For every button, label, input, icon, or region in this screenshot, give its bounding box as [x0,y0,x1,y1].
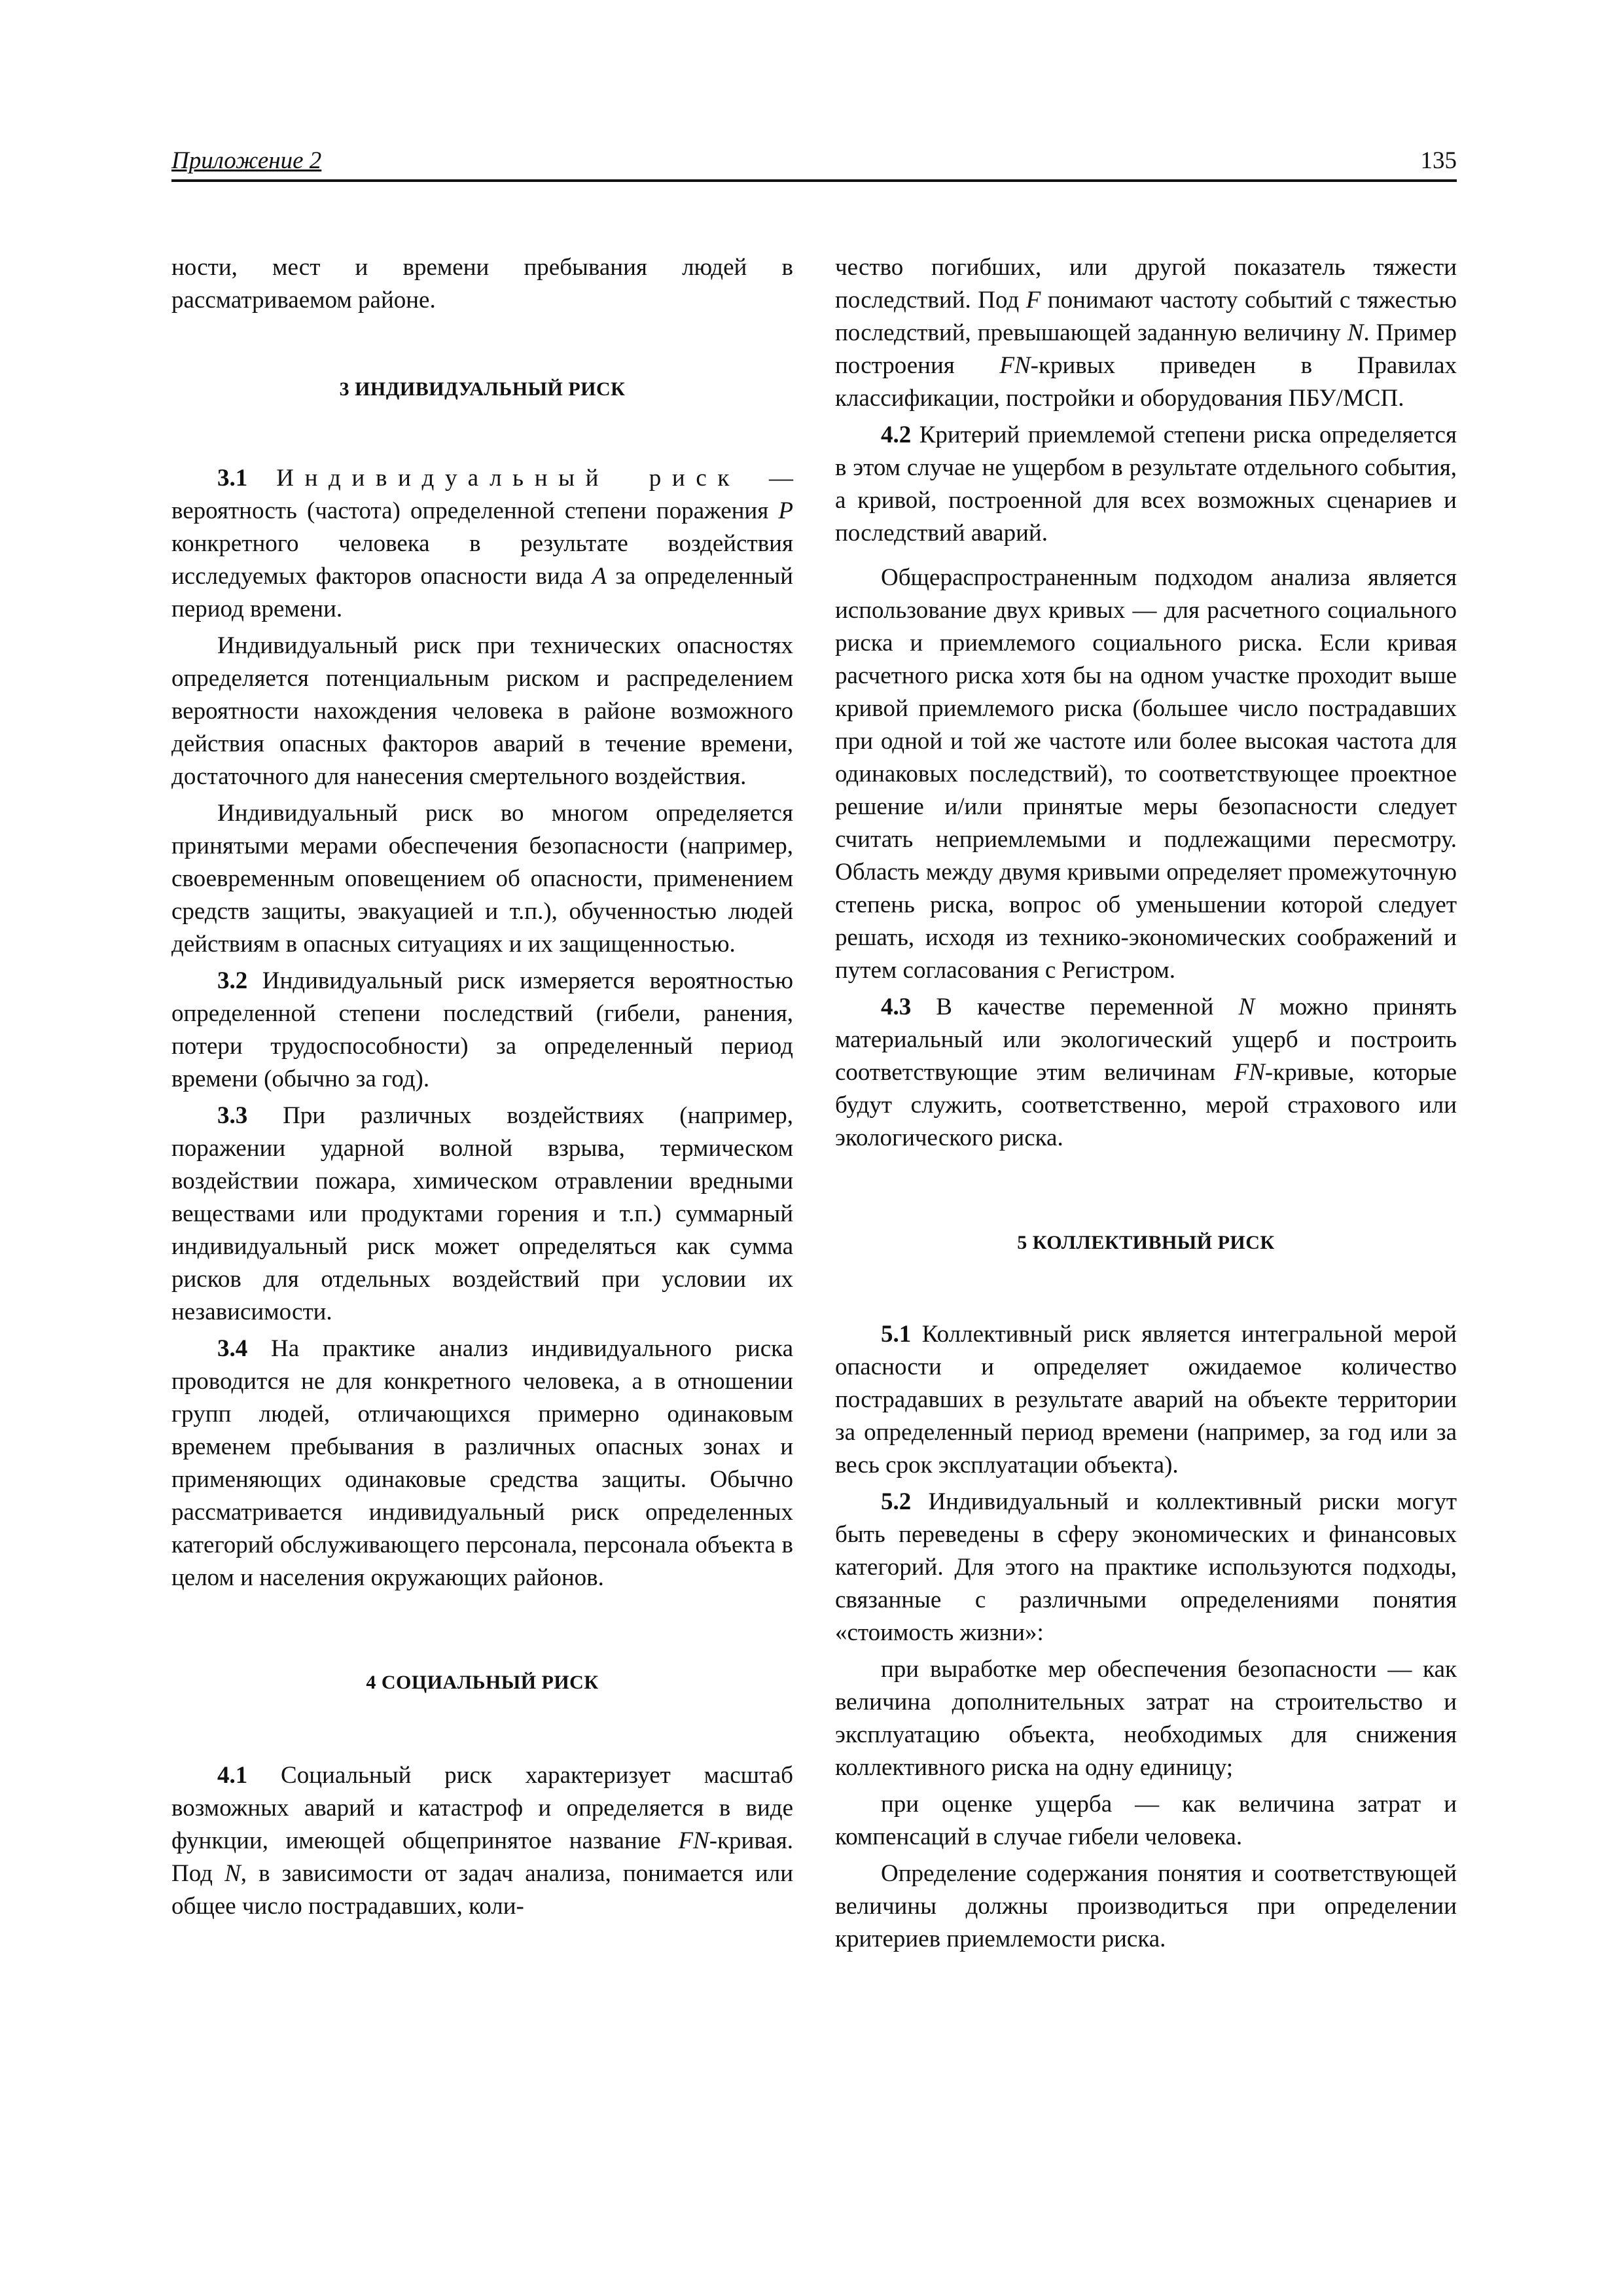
section-5-heading: 5 КОЛЛЕКТИВНЫЙ РИСК [1017,1232,1275,1253]
paragraph-5-2-d: Определение содержания понятия и соответствующей величины должны производиться при определении критериев приемлемости риска. [835,1860,1457,1952]
paragraph-5-2-b: при выработке мер обеспечения безопасности — как величина дополнительных затрат на строительство и эксплуатацию объекта, необходимых для снижения коллективного риска на одну единицу; [835,1656,1457,1781]
page-header [171,145,1457,182]
section-3-heading: 3 ИНДИВИДУАЛЬНЫЙ РИСК [339,378,626,400]
paragraph-4-3: 4.3 В качестве переменной N можно принять материальный или экологический ущерб и построить соответствующие этим величинам FN-кривые, которые будут служить, соответственно, мерой страхового или экологического риска. [835,994,1457,1151]
paragraph-3-3: 3.3 При различных воздействиях (например, поражении ударной волной взрыва, термическом воздействии пожара, химическом отравлении вредными веществами или продуктами горения и т.п.) суммарный индивидуальный риск может определяться как сумма рисков для отдельных воздействий при условии их независимости. [171,1102,793,1325]
running-title: Приложение 2 [171,147,322,174]
paragraph-3-2: 3.2 Индивидуальный риск измеряется вероятностью определенной степени последствий (гибели, ранения, потери трудоспособности) за определенный период времени (обычно за год). [171,967,793,1092]
paragraph-5-2-c: при оценке ущерба — как величина затрат и компенсаций в случае гибели человека. [835,1791,1457,1850]
left-column [171,251,793,1923]
section-4-heading: 4 СОЦИАЛЬНЫЙ РИСК [366,1672,599,1693]
right-column [835,251,1457,1956]
paragraph-4-2: 4.2 Критерий приемлемой степени риска определяется в этом случае не ущербом в результате отдельного события, а кривой, построенной для всех возможных сценариев и последствий аварий. [835,422,1457,547]
paragraph-5-1: 5.1 Коллективный риск является интегральной мерой опасности и определяет ожидаемое количество пострадавших в результате аварий на объекте территории за определенный период времени (например, за год или за весь срок эксплуатации объекта). [835,1321,1457,1479]
paragraph-4-2-b: Общераспространенным подходом анализа является использование двух кривых — для расчетного социального риска и приемлемого социального риска. Если кривая расчетного риска хотя бы на одном участке проходит выше кривой приемлемого риска (большее число пострадавших при одной и той же частоте или более высокая частота для одинаковых последствий), то соответствующее проектное решение и/или принятые меры безопасности следует считать неприемлемыми и подлежащими пересмотру. Область между двумя кривыми определяет промежуточную степень риска, вопрос об уменьшении которой следует решать, исходя из технико-экономических соображений и путем согласования с Регистром. [835,564,1457,984]
paragraph-continuation: чество погибших, или другой показатель тяжести последствий. Под F понимают частоту событий с тяжестью последствий, превышающей заданную величину N. Пример построения FN-кривых приведен в Правилах классификации, постройки и оборудования ПБУ/МСП. [835,254,1457,412]
paragraph-4-1: 4.1 Социальный риск характеризует масштаб возможных аварий и катастроф и определяется в виде функции, имеющей общепринятое название FN-кривая. Под N, в зависимости от задач анализа, понимается или общее число пострадавших, коли- [171,1762,794,1920]
paragraph-continuation: ности, мест и времени пребывания людей в рассматриваемом районе. [171,254,793,314]
paragraph-3-1-c: Индивидуальный риск во многом определяется принятыми мерами обеспечения безопасности (например, своевременным оповещением об опасности, применением средств защиты, эвакуацией и т.п.), обученностью людей действиям в опасных ситуациях и их защищенностью. [171,800,793,958]
paragraph-3-1: 3.1 Индивидуальный риск — вероятность (частота) определенной степени поражения P конкретного человека в результате воздействия исследуемых факторов опасности вида A за определенный период времени. [171,465,794,622]
page-number: 135 [1420,147,1457,174]
paragraph-3-1-b: Индивидуальный риск при технических опасностях определяется потенциальным риском и распределением вероятности нахождения человека в районе возможного действия опасных факторов аварий в течение времени, достаточного для нанесения смертельного воздействия. [171,632,793,790]
paragraph-3-4: 3.4 На практике анализ индивидуального риска проводится не для конкретного человека, а в отношении групп людей, отличающихся примерно одинаковым временем пребывания в различных опасных зонах и применяющих одинаковые средства защиты. Обычно рассматривается индивидуальный риск определенных категорий обслуживающего персонала, персонала объекта в целом и населения окружающих районов. [171,1335,793,1591]
paragraph-5-2: 5.2 Индивидуальный и коллективный риски могут быть переведены в сферу экономических и финансовых категорий. Для этого на практике используются подходы, связанные с различными определениями понятия «стоимость жизни»: [835,1488,1457,1646]
